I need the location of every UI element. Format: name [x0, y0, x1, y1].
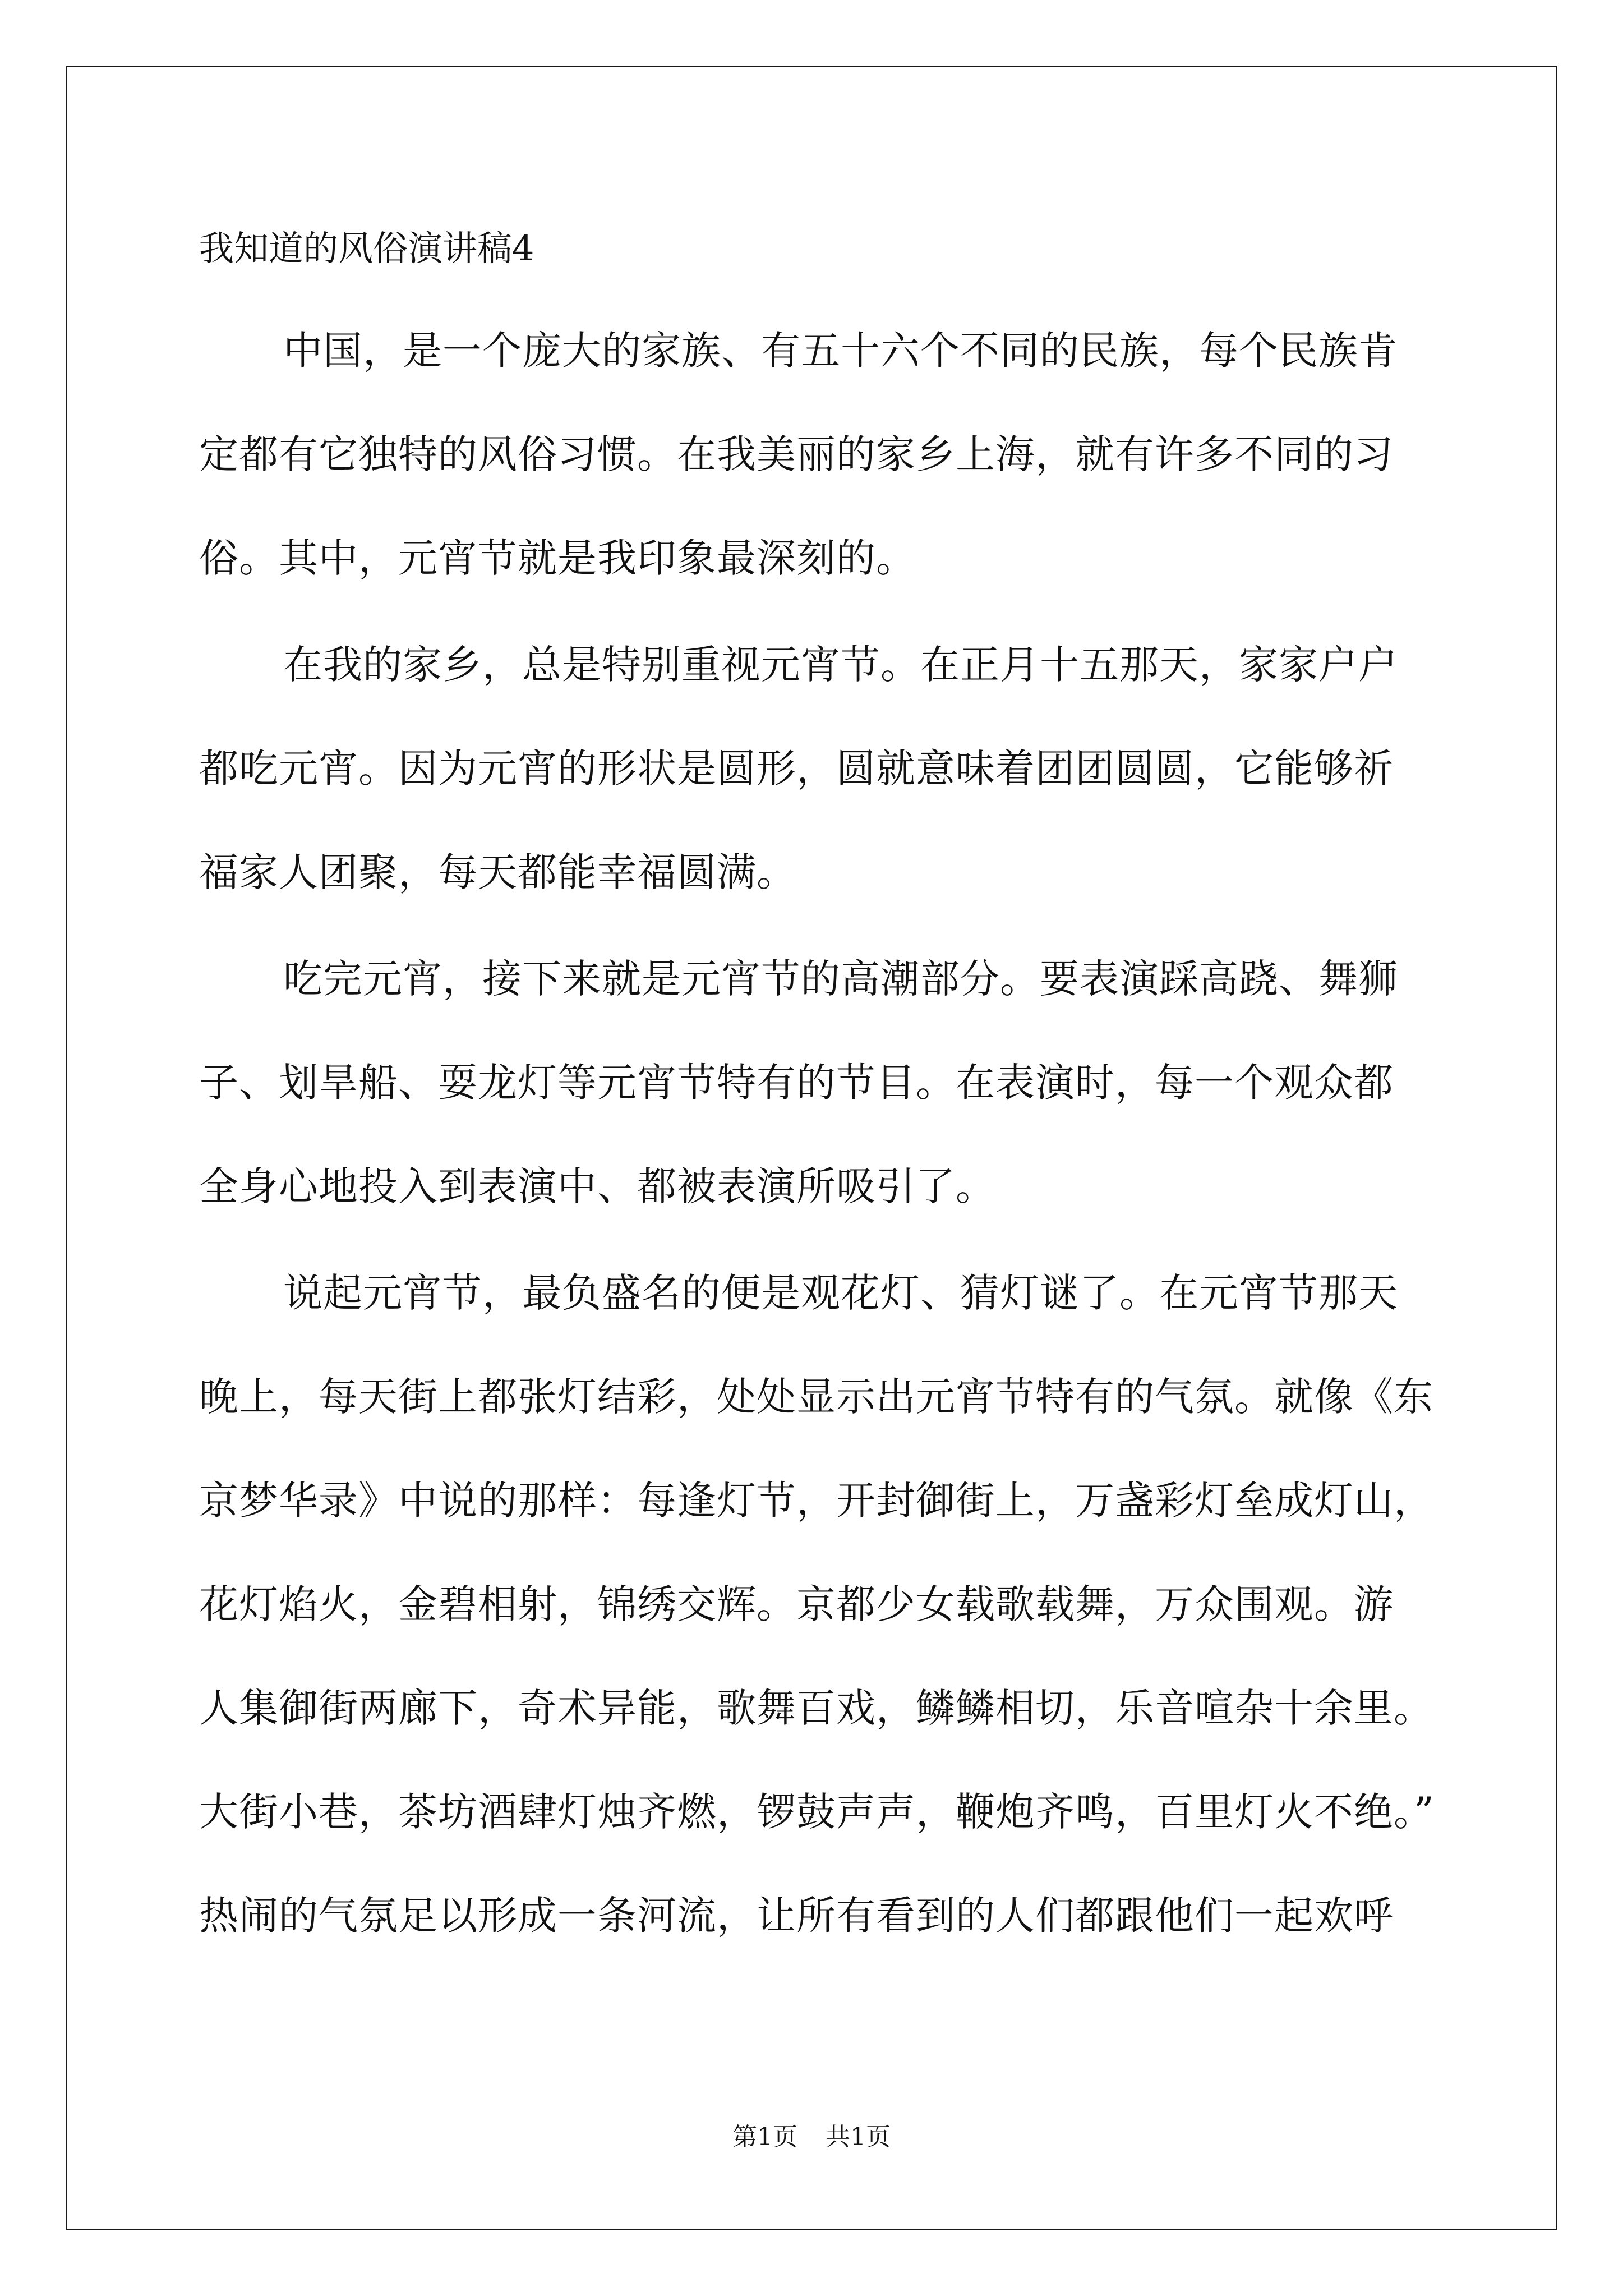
paragraph-2-line-1: 在我的家乡，总是特别重视元宵节。在正月十五那天，家家户户	[283, 642, 1398, 688]
paragraph-3-line-1: 吃完元宵，接下来就是元宵节的高潮部分。要表演踩高跷、舞狮	[283, 956, 1398, 1002]
paragraph-4-line-1: 说起元宵节，最负盛名的便是观花灯、猜灯谜了。在元宵节那天	[283, 1270, 1398, 1316]
page-count: 共1页	[826, 2123, 891, 2151]
paragraph-4-line-4: 花灯焰火，金碧相射，锦绣交辉。京都少女载歌载舞，万众围观。游	[199, 1581, 1394, 1627]
paragraph-4-line-7: 热闹的气氛足以形成一条河流，让所有看到的人们都跟他们一起欢呼	[199, 1893, 1394, 1939]
paragraph-4-line-5: 人集御街两廊下，奇术异能，歌舞百戏，鳞鳞相切，乐音喧杂十余里。	[199, 1685, 1433, 1731]
paragraph-1-line-2: 定都有它独特的风俗习惯。在我美丽的家乡上海，就有许多不同的习	[199, 431, 1394, 477]
paragraph-2-line-3: 福家人团聚，每天都能幸福圆满。	[199, 849, 796, 895]
paragraph-3-line-3: 全身心地投入到表演中、都被表演所吸引了。	[199, 1163, 995, 1209]
paragraph-4-line-6: 大街小巷，茶坊酒肆灯烛齐燃，锣鼓声声，鞭炮齐鸣，百里灯火不绝。”	[199, 1789, 1435, 1835]
paragraph-3-line-2: 子、划旱船、耍龙灯等元宵节特有的节目。在表演时，每一个观众都	[199, 1060, 1394, 1106]
paragraph-1-line-1: 中国，是一个庞大的家族、有五十六个不同的民族，每个民族肯	[283, 328, 1398, 374]
paragraph-4-line-2: 晚上，每天街上都张灯结彩，处处显示出元宵节特有的气氛。就像《东	[199, 1374, 1433, 1420]
paragraph-1-line-3: 俗。其中，元宵节就是我印象最深刻的。	[199, 535, 916, 581]
document-title: 我知道的风俗演讲稿4	[199, 228, 534, 269]
paragraph-4-line-3: 京梦华录》中说的那样：每逢灯节，开封御街上，万盏彩灯垒成灯山，	[199, 1478, 1433, 1524]
paragraph-2-line-2: 都吃元宵。因为元宵的形状是圆形，圆就意味着团团圆圆，它能够祈	[199, 746, 1394, 792]
page-number: 第1页	[732, 2123, 797, 2151]
page-footer	[0, 2120, 1623, 2154]
